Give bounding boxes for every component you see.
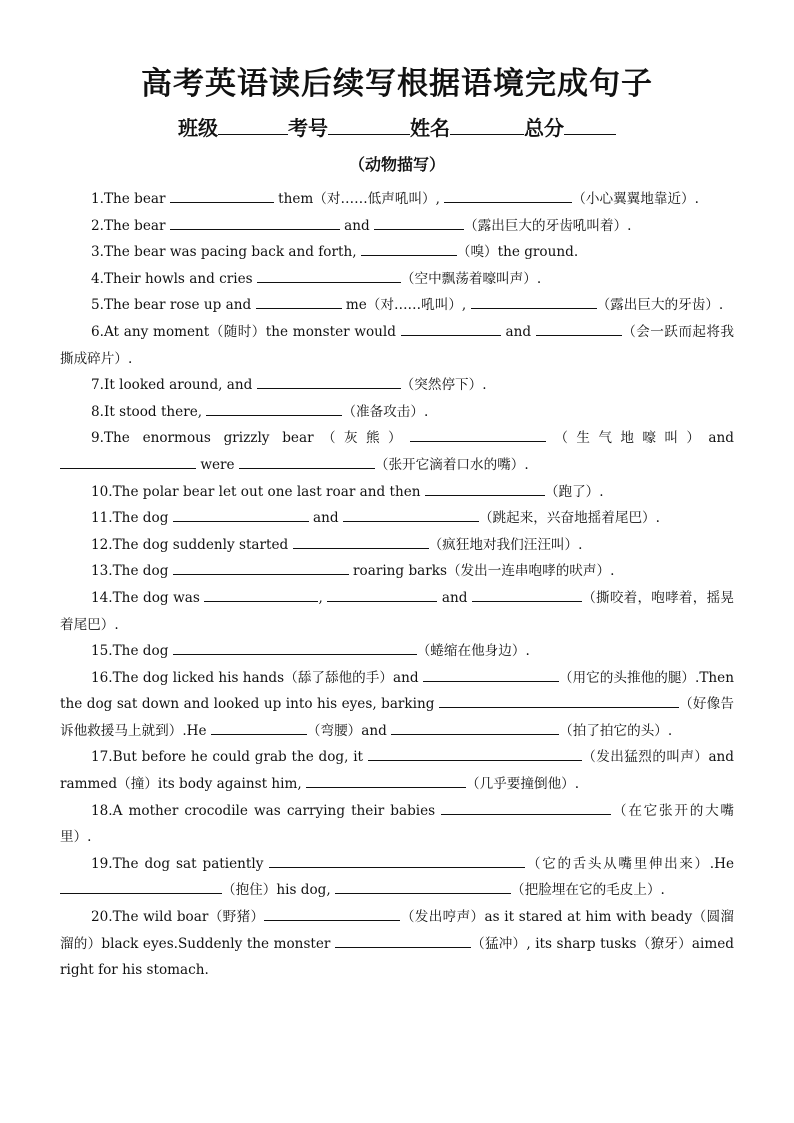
answer-blank[interactable] — [170, 191, 274, 203]
exercise-item — [60, 851, 734, 904]
item-text: （张开它滴着口水的嘴）. — [374, 456, 529, 473]
item-text: 20.The wild boar（野猪） — [91, 909, 265, 926]
answer-blank[interactable] — [335, 936, 471, 948]
item-text: and — [308, 510, 343, 527]
answer-blank[interactable] — [293, 537, 429, 549]
answer-blank[interactable] — [306, 776, 466, 788]
score-blank[interactable] — [564, 116, 616, 135]
item-text: 16.The dog licked his hands（舔了舔他的手）and — [91, 669, 423, 686]
item-text: 4.Their howls and cries — [91, 270, 257, 287]
item-text: 18.A mother crocodile was carrying their babies — [91, 802, 442, 819]
exercise-item — [60, 319, 734, 372]
answer-blank[interactable] — [173, 563, 349, 575]
item-text: 11.The dog — [91, 510, 173, 527]
exercise-item — [60, 372, 734, 399]
class-label: 班级 — [178, 116, 218, 140]
exercise-item — [60, 532, 734, 559]
item-text: （蜷缩在他身边）. — [416, 643, 530, 660]
exercise-item — [60, 558, 734, 585]
exercise-item — [60, 585, 734, 638]
answer-blank[interactable] — [327, 590, 437, 602]
answer-blank[interactable] — [439, 696, 679, 708]
item-text: （露出巨大的牙齿）. — [596, 297, 724, 314]
answer-blank[interactable] — [60, 457, 196, 469]
exercise-item — [60, 744, 734, 797]
item-text: 9.The enormous grizzly bear（灰熊） — [91, 430, 410, 447]
item-text: 2.The bear — [91, 217, 170, 234]
answer-blank[interactable] — [211, 723, 307, 735]
answer-blank[interactable] — [343, 510, 479, 522]
answer-blank[interactable] — [257, 271, 401, 283]
answer-blank[interactable] — [425, 484, 545, 496]
item-text: and — [339, 217, 375, 234]
answer-blank[interactable] — [361, 244, 457, 256]
item-text: me（对……吼叫）, — [341, 297, 471, 314]
item-text: （用它的头推他的腿）.Then the dog sat down and looked up into his eyes, barking — [60, 669, 734, 713]
item-text: （嗅）the ground. — [456, 244, 579, 261]
answer-blank[interactable] — [173, 510, 309, 522]
exam-no-label: 考号 — [288, 116, 328, 140]
answer-blank[interactable] — [269, 856, 525, 868]
item-text: 1.The bear — [91, 191, 170, 207]
exercise-item — [60, 638, 734, 665]
exam-no-blank[interactable] — [328, 116, 410, 135]
score-label: 总分 — [524, 116, 564, 140]
answer-blank[interactable] — [264, 909, 400, 921]
item-text: （把脸埋在它的毛皮上）. — [511, 882, 665, 899]
name-label: 姓名 — [410, 116, 450, 140]
item-text: （撕咬着，咆哮着，摇晃着尾巴）. — [60, 589, 734, 633]
item-text: 17.But before he could grab the dog, it — [91, 749, 368, 766]
item-text: （会一跃而起将我撕成碎片）. — [60, 323, 734, 367]
item-text: （露出巨大的牙齿吼叫着）. — [464, 217, 632, 234]
exercise-list — [60, 186, 734, 984]
item-text: 10.The polar bear let out one last roar and then — [91, 483, 425, 500]
item-text: 3.The bear was pacing back and forth, — [91, 244, 361, 261]
answer-blank[interactable] — [441, 803, 611, 815]
answer-blank[interactable] — [472, 590, 582, 602]
item-text: 6.At any moment（随时）the monster would — [91, 323, 401, 340]
item-text: , — [318, 589, 328, 606]
item-text: （突然停下）. — [400, 377, 487, 394]
item-text: （发出哼声）as it stared at him with beady（圆溜溜的）black eyes.Suddenly the monster — [60, 909, 734, 952]
answer-blank[interactable] — [368, 749, 582, 761]
answer-blank[interactable] — [256, 297, 342, 309]
item-text: （好像告诉他救援马上就到）.He — [60, 696, 734, 739]
item-text: （疯狂地对我们汪汪叫）. — [428, 536, 583, 553]
answer-blank[interactable] — [204, 590, 318, 602]
section-subtitle: （动物描写） — [348, 155, 445, 174]
item-text: 7.It looked around, and — [91, 377, 257, 394]
item-text: 14.The dog was — [91, 589, 205, 606]
item-text: （几乎要撞倒他）. — [466, 776, 580, 793]
item-text: roaring barks（发出一连串咆哮的吠声）. — [348, 563, 615, 580]
item-text: and — [500, 323, 536, 340]
answer-blank[interactable] — [374, 218, 464, 230]
name-blank[interactable] — [450, 116, 524, 135]
answer-blank[interactable] — [239, 457, 375, 469]
item-text: 8.It stood there, — [91, 403, 207, 420]
item-text: （它的舌头从嘴里伸出来）.He — [525, 855, 734, 872]
item-text: （拍了拍它的头）. — [559, 722, 673, 739]
exercise-item — [60, 292, 734, 319]
answer-blank[interactable] — [170, 218, 340, 230]
item-text: 5.The bear rose up and — [91, 297, 256, 314]
item-text: （在它张开的大嘴里）. — [60, 802, 735, 846]
exercise-item — [60, 904, 734, 984]
item-text: （生气地嚎叫）and — [546, 430, 734, 447]
item-text: 19.The dog sat patiently — [91, 855, 270, 872]
answer-blank[interactable] — [335, 882, 511, 894]
item-text: 12.The dog suddenly started — [91, 536, 293, 553]
answer-blank[interactable] — [60, 882, 222, 894]
answer-blank[interactable] — [401, 324, 501, 336]
item-text: were — [196, 456, 239, 473]
class-blank[interactable] — [218, 116, 288, 135]
item-text: them（对……低声吼叫）, — [273, 191, 445, 207]
exercise-item — [60, 798, 734, 851]
exercise-item — [60, 239, 734, 266]
item-text: （弯腰）and — [306, 722, 392, 739]
exercise-item — [60, 266, 734, 293]
item-text: 13.The dog — [91, 563, 173, 580]
page-title: 高考英语读后续写根据语境完成句子 — [141, 66, 653, 102]
exercise-item — [60, 505, 734, 532]
student-info-line — [0, 112, 794, 141]
answer-blank[interactable] — [471, 297, 597, 309]
item-text: （抱住）his dog, — [222, 882, 336, 899]
item-text: （小心翼翼地靠近）. — [572, 191, 699, 207]
answer-blank[interactable] — [257, 377, 401, 389]
answer-blank[interactable] — [423, 670, 559, 682]
answer-blank[interactable] — [410, 430, 546, 442]
item-text: （跳起来，兴奋地摇着尾巴）. — [478, 510, 660, 527]
exercise-item — [60, 213, 734, 240]
answer-blank[interactable] — [173, 643, 417, 655]
item-text: （猛冲）, its sharp tusks（獠牙）aimed right for his stomach. — [60, 935, 734, 979]
answer-blank[interactable] — [536, 324, 622, 336]
item-text: 15.The dog — [91, 643, 173, 660]
exercise-item — [60, 399, 734, 426]
exercise-item — [60, 186, 734, 213]
answer-blank[interactable] — [391, 723, 559, 735]
exercise-item — [60, 665, 734, 745]
item-text: （准备攻击）. — [342, 403, 429, 420]
answer-blank[interactable] — [444, 191, 572, 203]
item-text: （跑了）. — [544, 483, 604, 500]
item-text: （发出猛烈的叫声）and rammed（撞）its body against him, — [60, 749, 735, 793]
item-text: and — [437, 589, 472, 606]
exercise-item — [60, 479, 734, 506]
item-text: （空中飘荡着嚎叫声）. — [400, 270, 542, 287]
exercise-item — [60, 425, 734, 478]
answer-blank[interactable] — [206, 404, 342, 416]
